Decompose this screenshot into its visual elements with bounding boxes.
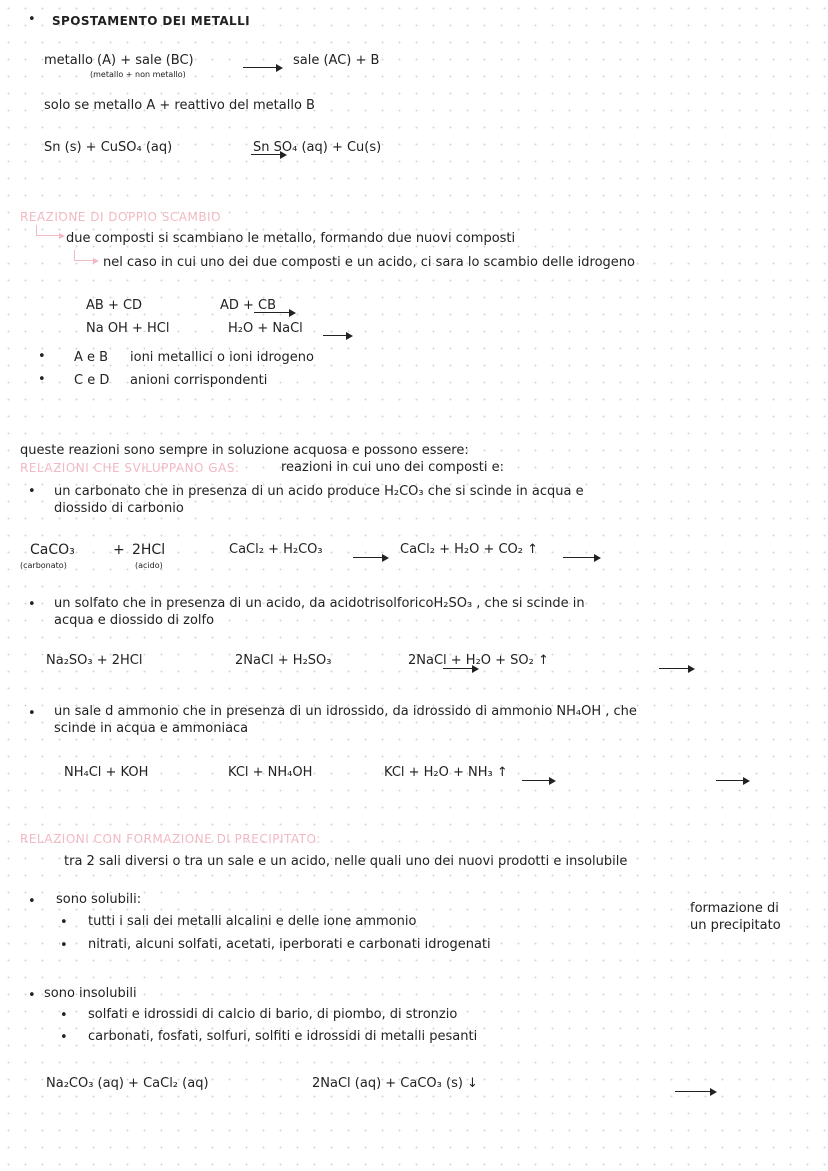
section-title-double-exchange: REAZIONE DI DOPPIO SCAMBIO — [20, 210, 222, 224]
ammonium-products: KCl + H₂O + NH₃ ↑ — [384, 765, 508, 780]
reaction-arrow — [353, 553, 389, 563]
reactions-intro: queste reazioni sono sempre in soluzione acquosa e possono essere: — [20, 443, 469, 458]
reaction-arrow — [563, 553, 601, 563]
sulfite-products: 2NaCl + H₂O + SO₂ ↑ — [408, 653, 549, 668]
bullet: • — [38, 372, 46, 387]
section-title-precipitate: RELAZIONI CON FORMAZIONE DI PRECIPITATO: — [20, 832, 321, 846]
bullet: • — [28, 597, 36, 612]
sulfite-description-cont: acqua e diossido di zolfo — [54, 613, 215, 628]
ion-description-cd: anioni corrispondenti — [130, 373, 268, 388]
sulfite-intermediate: 2NaCl + H₂SO₃ — [235, 653, 332, 668]
side-note-line-2: un precipitato — [690, 918, 781, 933]
bullet: • — [60, 915, 68, 930]
hook-arrow-icon — [36, 225, 63, 236]
reaction-arrow — [323, 331, 353, 341]
bullet: • — [28, 12, 36, 27]
bullet: • — [60, 938, 68, 953]
equation-ab-cd-right: AD + CB — [220, 298, 277, 313]
hook-arrow-icon — [74, 250, 97, 261]
section-title-displacement: SPOSTAMENTO DEI METALLI — [52, 14, 251, 28]
ammonium-reactants: NH₄Cl + KOH — [64, 765, 149, 780]
ammonium-intermediate: KCl + NH₄OH — [228, 765, 313, 780]
bullet: • — [28, 484, 36, 499]
ion-description-ab: ioni metallici o ioni idrogeno — [130, 350, 314, 365]
reaction-arrow — [659, 664, 695, 674]
ion-key-cd: C e D — [74, 373, 110, 388]
carbonate-intermediate: CaCl₂ + H₂CO₃ — [229, 542, 323, 557]
side-note-line-1: formazione di — [690, 901, 779, 916]
bullet: • — [38, 349, 46, 364]
carbonate-description-cont: diossido di carbonio — [54, 501, 184, 516]
soluble-item-2: nitrati, alcuni solfati, acetati, iperborati e carbonati idrogenati — [88, 937, 491, 952]
reaction-arrow — [522, 776, 556, 786]
soluble-item-1: tutti i sali dei metalli alcalini e delle ione ammonio — [88, 914, 417, 929]
carbonate-description: un carbonato che in presenza di un acido produce H₂CO₃ che si scinde in acqua e — [54, 484, 584, 499]
insoluble-label: sono insolubili — [44, 986, 137, 1001]
general-equation-left: metallo (A) + sale (BC) — [44, 53, 194, 68]
sulfite-reactants: Na₂SO₃ + 2HCl — [46, 653, 143, 668]
bullet: • — [28, 988, 36, 1003]
bullet: • — [28, 894, 36, 909]
displacement-condition: solo se metallo A + reattivo del metallo B — [44, 98, 315, 113]
section-title-gas: RELAZIONI CHE SVILUPPANO GAS: — [20, 461, 240, 475]
equation-ab-cd-left: AB + CD — [86, 298, 143, 313]
carbonate-label: (carbonato) — [20, 561, 67, 570]
equation-naoh-left: Na OH + HCl — [86, 321, 170, 336]
insoluble-item-1: solfati e idrossidi di calcio di bario, di piombo, di stronzio — [88, 1007, 458, 1022]
sulfite-description: un solfato che in presenza di un acido, da acidotrisolforicoH₂SO₃ , che si scinde in — [54, 596, 585, 611]
carbonate-products: CaCl₂ + H₂O + CO₂ ↑ — [400, 542, 539, 557]
acid-reactant: 2HCl — [132, 542, 166, 558]
insoluble-item-2: carbonati, fosfati, solfuri, solfiti e idrossidi di metalli pesanti — [88, 1029, 478, 1044]
double-exchange-description: due composti si scambiano le metallo, formando due nuovi composti — [66, 231, 516, 246]
equation-naoh-right: H₂O + NaCl — [228, 321, 303, 336]
plus-sign: + — [113, 542, 125, 558]
double-exchange-acid-note: nel caso in cui uno dei due composti e un acido, ci sara lo scambio delle idrogeno — [103, 255, 635, 270]
precipitate-equation-right: 2NaCl (aq) + CaCO₃ (s) ↓ — [312, 1076, 478, 1091]
example-equation-left: Sn (s) + CuSO₄ (aq) — [44, 140, 173, 155]
bullet: • — [60, 1008, 68, 1023]
carbonate-reactant: CaCO₃ — [30, 542, 75, 558]
bullet: • — [60, 1030, 68, 1045]
reaction-arrow — [675, 1087, 717, 1097]
reaction-arrow — [243, 63, 283, 73]
ammonium-description-cont: scinde in acqua e ammoniaca — [54, 721, 249, 736]
general-equation-right: sale (AC) + B — [293, 53, 380, 68]
general-equation-note: (metallo + non metallo) — [90, 70, 186, 79]
example-equation-right: Sn SO₄ (aq) + Cu(s) — [253, 140, 382, 155]
precipitate-description: tra 2 sali diversi o tra un sale e un acido, nelle quali uno dei nuovi prodotti e insolubile — [64, 854, 628, 869]
precipitate-equation-left: Na₂CO₃ (aq) + CaCl₂ (aq) — [46, 1076, 209, 1091]
bullet: • — [28, 706, 36, 721]
reaction-arrow — [716, 776, 750, 786]
ammonium-description: un sale d ammonio che in presenza di un idrossido, da idrossido di ammonio NH₄OH , che — [54, 704, 637, 719]
gas-reactions-definition: reazioni in cui uno dei composti e: — [281, 460, 505, 475]
soluble-label: sono solubili: — [56, 892, 142, 907]
ion-key-ab: A e B — [74, 350, 109, 365]
acid-label: (acido) — [135, 561, 163, 570]
